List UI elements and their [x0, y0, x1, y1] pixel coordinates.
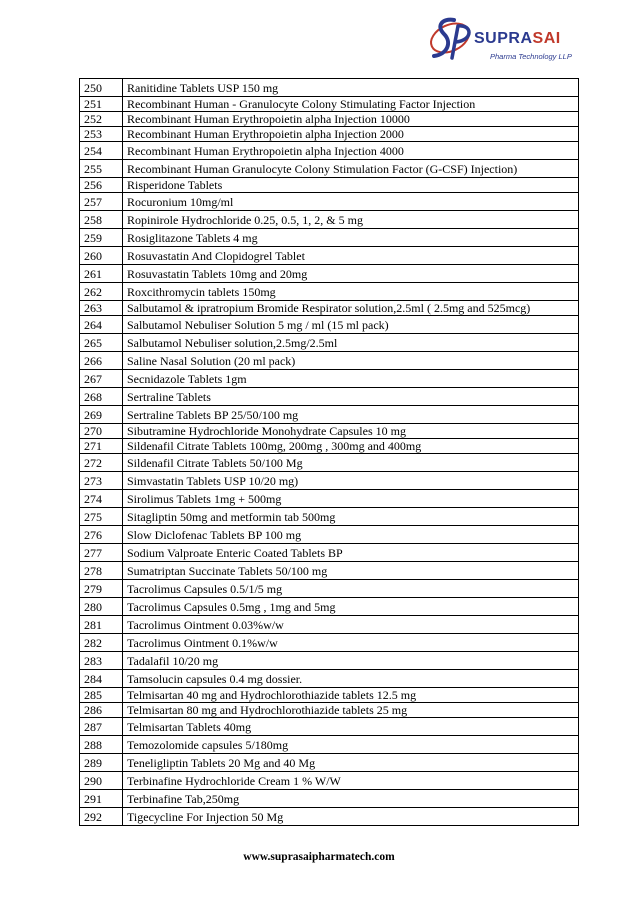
- product-name: Risperidone Tablets: [123, 178, 579, 193]
- table-row: [80, 211, 579, 229]
- product-number: 281: [80, 616, 123, 634]
- product-number: 273: [80, 472, 123, 490]
- table-row: [80, 472, 579, 490]
- table-row: [80, 754, 579, 772]
- table-row: [80, 526, 579, 544]
- product-name: Ropinirole Hydrochloride 0.25, 0.5, 1, 2, & 5 mg: [123, 211, 579, 229]
- footer-website: www.suprasaipharmatech.com: [243, 851, 395, 863]
- product-name: Teneligliptin Tablets 20 Mg and 40 Mg: [123, 754, 579, 772]
- product-name: Recombinant Human Erythropoietin alpha Injection 10000: [123, 112, 579, 127]
- table-row: [80, 424, 579, 439]
- product-number: 256: [80, 178, 123, 193]
- table-row: [80, 454, 579, 472]
- product-number: 265: [80, 334, 123, 352]
- product-name: Rosiglitazone Tablets 4 mg: [123, 229, 579, 247]
- product-name: Sildenafil Citrate Tablets 100mg, 200mg , 300mg and 400mg: [123, 439, 579, 454]
- product-name: Tacrolimus Ointment 0.1%w/w: [123, 634, 579, 652]
- product-name: Telmisartan 40 mg and Hydrochlorothiazide tablets 12.5 mg: [123, 688, 579, 703]
- product-name: Tadalafil 10/20 mg: [123, 652, 579, 670]
- product-number: 266: [80, 352, 123, 370]
- product-name: Slow Diclofenac Tablets BP 100 mg: [123, 526, 579, 544]
- table-row: [80, 736, 579, 754]
- product-number: 255: [80, 160, 123, 178]
- table-row: [80, 352, 579, 370]
- table-row: [80, 508, 579, 526]
- product-name: Tacrolimus Ointment 0.03%w/w: [123, 616, 579, 634]
- product-number: 267: [80, 370, 123, 388]
- product-number: 263: [80, 301, 123, 316]
- product-name: Recombinant Human Erythropoietin alpha Injection 2000: [123, 127, 579, 142]
- product-number: 286: [80, 703, 123, 718]
- product-name: Recombinant Human - Granulocyte Colony Stimulating Factor Injection: [123, 97, 579, 112]
- product-number: 258: [80, 211, 123, 229]
- product-name: Saline Nasal Solution (20 ml pack): [123, 352, 579, 370]
- table-row: [80, 688, 579, 703]
- table-row: [80, 718, 579, 736]
- product-number: 268: [80, 388, 123, 406]
- product-table: [79, 78, 579, 826]
- product-number: 283: [80, 652, 123, 670]
- product-name: Recombinant Human Granulocyte Colony Stimulation Factor (G-CSF) Injection): [123, 160, 579, 178]
- product-name: Sertraline Tablets: [123, 388, 579, 406]
- product-number: 270: [80, 424, 123, 439]
- product-name: Roxcithromycin tablets 150mg: [123, 283, 579, 301]
- table-row: [80, 127, 579, 142]
- product-number: 277: [80, 544, 123, 562]
- product-number: 278: [80, 562, 123, 580]
- table-row: [80, 406, 579, 424]
- product-name: Terbinafine Hydrochloride Cream 1 % W/W: [123, 772, 579, 790]
- table-row: [80, 283, 579, 301]
- product-name: Simvastatin Tablets USP 10/20 mg): [123, 472, 579, 490]
- product-name: Telmisartan 80 mg and Hydrochlorothiazide tablets 25 mg: [123, 703, 579, 718]
- product-name: Sumatriptan Succinate Tablets 50/100 mg: [123, 562, 579, 580]
- product-number: 269: [80, 406, 123, 424]
- product-name: Sildenafil Citrate Tablets 50/100 Mg: [123, 454, 579, 472]
- table-row: [80, 790, 579, 808]
- product-number: 289: [80, 754, 123, 772]
- product-number: 259: [80, 229, 123, 247]
- product-number: 280: [80, 598, 123, 616]
- product-number: 291: [80, 790, 123, 808]
- table-row: [80, 598, 579, 616]
- table-row: [80, 160, 579, 178]
- product-number: 274: [80, 490, 123, 508]
- product-number: 288: [80, 736, 123, 754]
- table-row: [80, 490, 579, 508]
- product-name: Salbutamol Nebuliser solution,2.5mg/2.5ml: [123, 334, 579, 352]
- product-number: 264: [80, 316, 123, 334]
- product-number: 292: [80, 808, 123, 826]
- product-name: Sodium Valproate Enteric Coated Tablets BP: [123, 544, 579, 562]
- product-number: 257: [80, 193, 123, 211]
- product-name: Sertraline Tablets BP 25/50/100 mg: [123, 406, 579, 424]
- sp-monogram-icon: [424, 12, 480, 66]
- table-row: [80, 670, 579, 688]
- company-logo: [424, 12, 624, 66]
- product-name: Tigecycline For Injection 50 Mg: [123, 808, 579, 826]
- product-name: Temozolomide capsules 5/180mg: [123, 736, 579, 754]
- product-number: 272: [80, 454, 123, 472]
- product-number: 252: [80, 112, 123, 127]
- table-row: [80, 562, 579, 580]
- table-row: [80, 247, 579, 265]
- product-number: 251: [80, 97, 123, 112]
- product-name: Rosuvastatin And Clopidogrel Tablet: [123, 247, 579, 265]
- table-row: [80, 178, 579, 193]
- brand-name: [474, 30, 561, 48]
- table-row: [80, 544, 579, 562]
- product-name: Terbinafine Tab,250mg: [123, 790, 579, 808]
- product-name: Tamsolucin capsules 0.4 mg dossier.: [123, 670, 579, 688]
- brand-name-main: SUPRA: [474, 30, 533, 47]
- table-row: [80, 703, 579, 718]
- table-row: [80, 616, 579, 634]
- brand-name-accent: SAI: [532, 30, 561, 47]
- product-number: 254: [80, 142, 123, 160]
- product-number: 262: [80, 283, 123, 301]
- table-row: [80, 112, 579, 127]
- table-row: [80, 265, 579, 283]
- product-name: Tacrolimus Capsules 0.5/1/5 mg: [123, 580, 579, 598]
- product-number: 271: [80, 439, 123, 454]
- product-number: 284: [80, 670, 123, 688]
- product-name: Rosuvastatin Tablets 10mg and 20mg: [123, 265, 579, 283]
- product-name: Rocuronium 10mg/ml: [123, 193, 579, 211]
- product-name: Sirolimus Tablets 1mg + 500mg: [123, 490, 579, 508]
- table-row: [80, 97, 579, 112]
- table-row: [80, 388, 579, 406]
- product-name: Sibutramine Hydrochloride Monohydrate Capsules 10 mg: [123, 424, 579, 439]
- table-row: [80, 370, 579, 388]
- product-name: Sitagliptin 50mg and metformin tab 500mg: [123, 508, 579, 526]
- table-row: [80, 580, 579, 598]
- table-row: [80, 79, 579, 97]
- product-name: Ranitidine Tablets USP 150 mg: [123, 79, 579, 97]
- product-number: 253: [80, 127, 123, 142]
- product-name: Salbutamol Nebuliser Solution 5 mg / ml (15 ml pack): [123, 316, 579, 334]
- product-number: 285: [80, 688, 123, 703]
- product-number: 290: [80, 772, 123, 790]
- table-row: [80, 193, 579, 211]
- table-row: [80, 808, 579, 826]
- product-number: 287: [80, 718, 123, 736]
- table-row: [80, 334, 579, 352]
- table-row: [80, 772, 579, 790]
- product-number: 250: [80, 79, 123, 97]
- table-row: [80, 316, 579, 334]
- product-number: 279: [80, 580, 123, 598]
- product-number: 260: [80, 247, 123, 265]
- table-row: [80, 142, 579, 160]
- product-number: 275: [80, 508, 123, 526]
- product-table-body: [80, 79, 579, 826]
- product-name: Telmisartan Tablets 40mg: [123, 718, 579, 736]
- product-name: Tacrolimus Capsules 0.5mg , 1mg and 5mg: [123, 598, 579, 616]
- product-name: Secnidazole Tablets 1gm: [123, 370, 579, 388]
- product-number: 261: [80, 265, 123, 283]
- product-number: 282: [80, 634, 123, 652]
- table-row: [80, 439, 579, 454]
- product-name: Recombinant Human Erythropoietin alpha Injection 4000: [123, 142, 579, 160]
- table-row: [80, 229, 579, 247]
- product-number: 276: [80, 526, 123, 544]
- table-row: [80, 301, 579, 316]
- product-name: Salbutamol & ipratropium Bromide Respirator solution,2.5ml ( 2.5mg and 525mcg): [123, 301, 579, 316]
- table-row: [80, 652, 579, 670]
- table-row: [80, 634, 579, 652]
- brand-tagline: Pharma Technology LLP: [490, 52, 572, 61]
